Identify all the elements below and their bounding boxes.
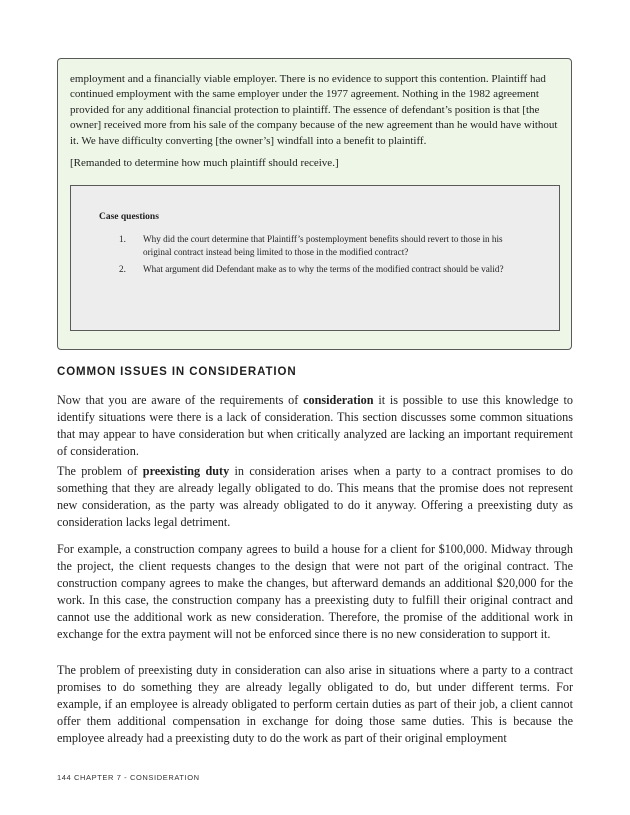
body-paragraph: [57, 392, 573, 460]
paragraph-text: in consideration arises when a party to a contract promises to do something that they are already legally obligated to do. This means that the promise does not represent new consideration, as the party was already obligated to do it anyway. Offering a preexisting duty as consideration lacks legal detriment.: [57, 464, 573, 529]
question-number: 2.: [119, 264, 126, 274]
question-text: What argument did Defendant make as to why the terms of the modified contract should be valid?: [143, 264, 504, 274]
key-term: consideration: [303, 393, 374, 407]
body-paragraph: The problem of preexisting duty in consideration can also arise in situations where a party to a contract promises to do something they are already legally obligated to do, but under different terms. For example, if an employee is already obligated to perform certain duties as part of their job, a client cannot offer them additional compensation in exchange for doing those same duties. This is because the employee already had a preexisting duty to do the work as part of their original employment: [57, 663, 573, 745]
section-heading: COMMON ISSUES IN CONSIDERATION: [57, 366, 297, 378]
key-term: preexisting duty: [142, 464, 230, 478]
paragraph-text: The problem of: [57, 464, 143, 478]
body-paragraph: For example, a construction company agrees to build a house for a client for $100,000. Midway through the project, the client requests changes to the design that were not part of the original contract. The construction company agrees to make the changes, but afterward demands an additional $20,000 for the work. In this case, the construction company has a preexisting duty to fulfill their original contract and cannot use the additional work as new consideration. Therefore, the promise of the additional work in exchange for the extra payment will not be enforced since there is no new consideration to support it.: [57, 542, 573, 641]
case-question-item: [119, 263, 509, 276]
question-text: Why did the court determine that Plaintiff’s postemployment benefits should revert to those in his original contract instead being limited to those in the modified contract?: [143, 234, 503, 257]
body-paragraph: [57, 463, 573, 531]
question-number: 1.: [119, 234, 126, 244]
case-excerpt-box: [57, 58, 572, 350]
case-questions-list: [99, 233, 539, 276]
paragraph-text: it is possible to use this knowledge to identify situations were there is a lack of consideration. This section discusses some common situations that may appear to have consideration but when critically analyzed are lacking an important requirement of consideration.: [57, 393, 573, 458]
case-questions-heading: Case questions: [99, 212, 159, 222]
case-excerpt-paragraph: employment and a financially viable employer. There is no evidence to support this contention. Plaintiff had continued employment with the same employer under the 1977 agreement. Nothing in the 1982 agreement provided for any additional financial protection to plaintiff. The essence of defendant’s position is that [the owner] received more from his sale of the company because of the new agreement than he would have without it. We have difficulty converting [the owner’s] windfall into a benefit to plaintiff.: [70, 73, 558, 147]
page-footer: 144 CHAPTER 7 - CONSIDERATION: [57, 773, 200, 782]
paragraph-text: Now that you are aware of the requirements of: [57, 393, 304, 407]
case-remand-note: [Remanded to determine how much plaintiff should receive.]: [70, 157, 339, 170]
case-question-item: [119, 233, 509, 259]
case-questions-box: [70, 185, 560, 331]
